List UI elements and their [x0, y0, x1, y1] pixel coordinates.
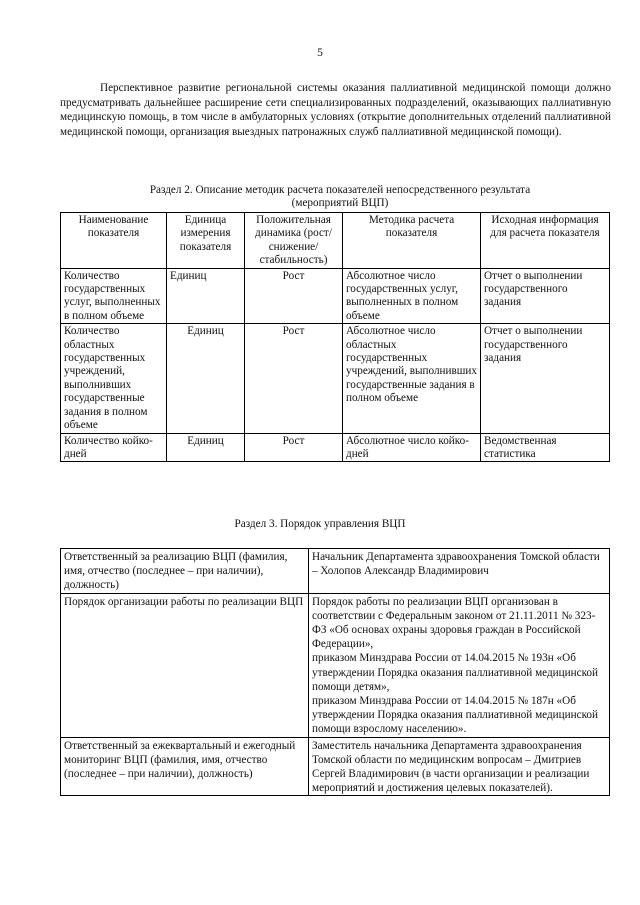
section2-title: [60, 184, 620, 210]
management-table: [60, 548, 610, 796]
cell-method: Абсолютное число областных государственных учреждений, выполнивших государственные задания в полном объеме: [343, 324, 481, 433]
cell-indicator-name: Количество государственных услуг, выполненных в полном объеме: [61, 268, 167, 324]
header-indicator-name: Наименование показателя: [61, 213, 167, 269]
cell-indicator-name: Количество областных государственных учреждений, выполнивших государственные задания в полном объеме: [61, 324, 167, 433]
value-line: Начальник Департамента здравоохранения Томской области – Холопов Александр Владимирович: [312, 551, 600, 578]
cell-label: Ответственный за ежеквартальный и ежегодный мониторинг ВЦП (фамилия, имя, отчество (последнее – при наличии), должность): [61, 737, 309, 796]
value-line: Порядок работы по реализации ВЦП организован в соответствии с Федеральным законом от 21.11.2011 № 323-ФЗ «Об основах охраны здоровья граждан в Российской Федерации»,: [312, 595, 596, 651]
header-unit: Единица измерения показателя: [167, 213, 245, 269]
cell-value: [309, 549, 610, 594]
section3-title: Раздел 3. Порядок управления ВЦП: [234, 518, 406, 530]
cell-source: Отчет о выполнении государственного задания: [481, 324, 610, 433]
header-dynamic: Положительная динамика (рост/снижение/ стабильность): [245, 213, 343, 269]
table-row: [61, 549, 610, 594]
value-line: приказом Минздрава России от 14.04.2015 № 187н «Об утверждении Порядка оказания паллиативной медицинской помощи взрослому населению».: [312, 695, 599, 736]
table-row: [61, 593, 610, 737]
header-method: Методика расчета показателя: [343, 213, 481, 269]
cell-source: Отчет о выполнении государственного задания: [481, 268, 610, 324]
table-row: [61, 324, 610, 433]
cell-dynamic: Рост: [245, 324, 343, 433]
cell-dynamic: Рост: [245, 268, 343, 324]
section2-title-line1: Раздел 2. Описание методик расчета показателей непосредственного результата: [149, 184, 531, 196]
methods-table: [60, 212, 610, 462]
cell-method: Абсолютное число государственных услуг, выполненных в полном объеме: [343, 268, 481, 324]
cell-unit: Единиц: [167, 324, 245, 433]
table-row: [61, 433, 610, 462]
cell-source: Ведомственная статистика: [481, 433, 610, 462]
cell-indicator-name: Количество койко-дней: [61, 433, 167, 462]
section2-title-line2: (мероприятий ВЦП): [291, 197, 389, 209]
cell-label: Порядок организации работы по реализации ВЦП: [61, 593, 309, 737]
intro-paragraph: Перспективное развитие региональной системы оказания паллиативной медицинской помощи должно предусматривать дальнейшее расширение сети специализированных подразделений, оказывающих паллиативную медицинскую помощь, в том числе в амбулаторных условиях (открытие дополнительных отделений паллиативной медицинской помощи, организация выездных патронажных служб паллиативной медицинской помощи).: [60, 82, 611, 138]
cell-method: Абсолютное число койко-дней: [343, 433, 481, 462]
cell-unit: Единиц: [167, 268, 245, 324]
cell-unit: Единиц: [167, 433, 245, 462]
cell-value: [309, 593, 610, 737]
table-row: [61, 268, 610, 324]
cell-value: [309, 737, 610, 796]
value-line: приказом Минздрава России от 14.04.2015 № 193н «Об утверждении Порядка оказания паллиативной медицинской помощи детям»,: [312, 652, 599, 693]
header-source: Исходная информация для расчета показателя: [481, 213, 610, 269]
cell-dynamic: Рост: [245, 433, 343, 462]
page-number: 5: [317, 47, 323, 59]
methods-table-header-row: [61, 213, 610, 269]
table-row: [61, 737, 610, 796]
value-line: Заместитель начальника Департамента здравоохранения Томской области по медицинским вопросам – Дмитриев Сергей Владимирович (в части организации и реализации мероприятий и достижения целевых показателей).: [312, 739, 590, 795]
cell-label: Ответственный за реализацию ВЦП (фамилия, имя, отчество (последнее – при наличии), должность): [61, 549, 309, 594]
